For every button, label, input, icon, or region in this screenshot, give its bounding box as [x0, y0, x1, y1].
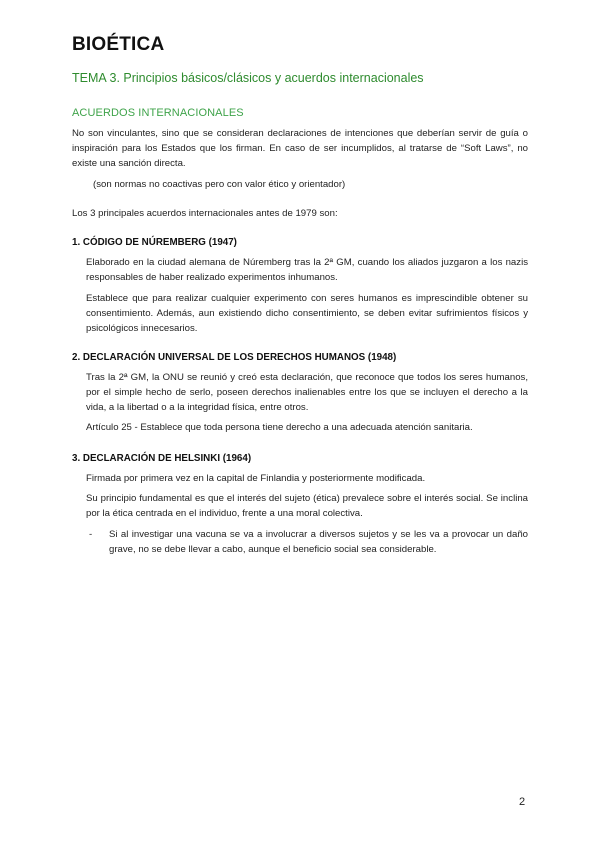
- page-number: 2: [519, 796, 526, 808]
- agreement-heading-human-rights: 2. DECLARACIÓN UNIVERSAL DE LOS DERECHOS HUMANOS (1948): [72, 352, 397, 363]
- section-heading: ACUERDOS INTERNACIONALES: [72, 107, 244, 119]
- agreement-paragraph: Artículo 25 - Establece que toda persona tiene derecho a una adecuada atención sanitaria.: [86, 422, 473, 433]
- bullet-text: Si al investigar una vacuna se va a involucrar a diversos sujetos y se les va a provocar un daño grave, no se debe llevar a cabo, aunque el beneficio social sea considerable.: [109, 529, 528, 555]
- agreement-paragraph: Tras la 2ª GM, la ONU se reunió y creó esta declaración, que reconoce que todos los seres humanos, por el simple hecho de serlo, poseen derechos inalienables entre los que se incluyen el derecho a la vida, a la libertad o a la integridad física, entre otros.: [86, 372, 528, 413]
- bullet-dash-icon: -: [89, 529, 93, 540]
- lead-paragraph: Los 3 principales acuerdos internacionales antes de 1979 son:: [72, 208, 338, 219]
- agreement-heading-nuremberg: 1. CÓDIGO DE NÚREMBERG (1947): [72, 237, 237, 248]
- agreement-paragraph: Firmada por primera vez en la capital de Finlandia y posteriormente modificada.: [86, 473, 426, 484]
- topic-title: TEMA 3. Principios básicos/clásicos y acuerdos internacionales: [72, 71, 424, 85]
- intro-note: (son normas no coactivas pero con valor ético y orientador): [93, 179, 346, 190]
- intro-paragraph: No son vinculantes, sino que se consideran declaraciones de intenciones que deberían servir de guía o inspiración para los Estados que los firman. En caso de ser incumplidos, al tratarse de “Soft Laws”, no existe una sanción directa.: [72, 128, 528, 169]
- agreement-paragraph: Elaborado en la ciudad alemana de Núremberg tras la 2ª GM, cuando los aliados juzgaron a los nazis responsables de haber realizado experimentos inhumanos.: [86, 257, 528, 283]
- agreement-paragraph: Establece que para realizar cualquier experimento con seres humanos es imprescindible obtener su consentimiento. Además, aun existiendo dicho consentimiento, se deben evitar sufrimientos físicos y psicológicos innecesarios.: [86, 293, 528, 334]
- agreement-paragraph: Su principio fundamental es que el interés del sujeto (ética) prevalece sobre el interés social. Se inclina por la ética centrada en el individuo, frente a una moral colectiva.: [86, 493, 528, 519]
- document-title: BIOÉTICA: [72, 34, 165, 55]
- agreement-heading-helsinki: 3. DECLARACIÓN DE HELSINKI (1964): [72, 453, 252, 464]
